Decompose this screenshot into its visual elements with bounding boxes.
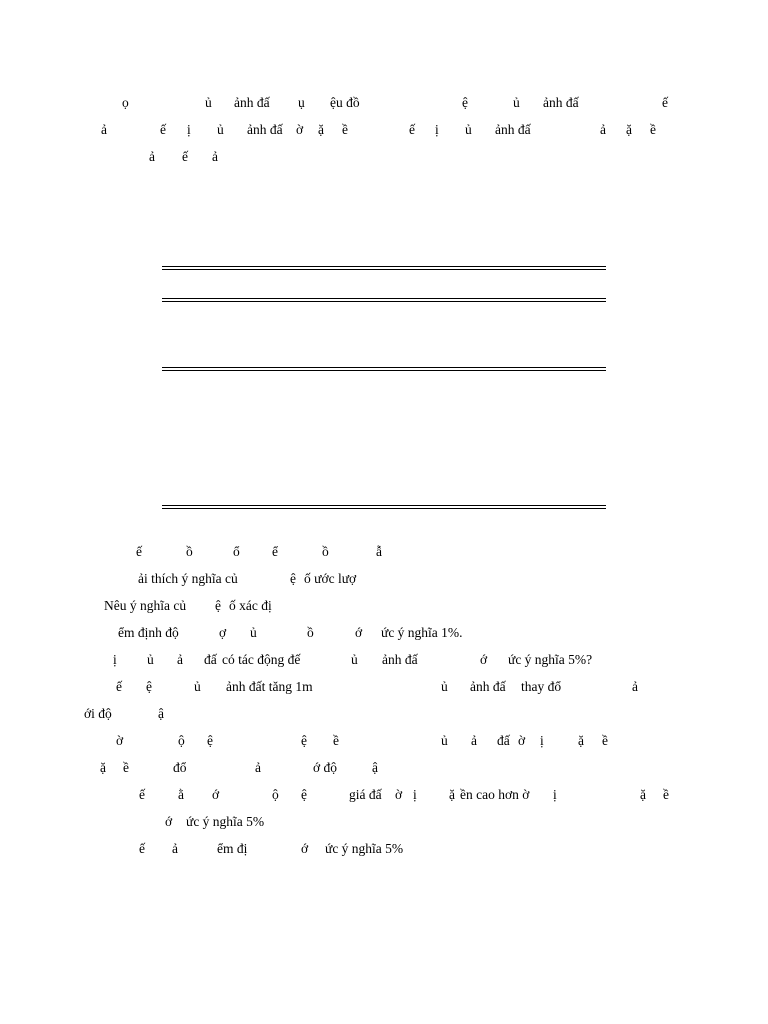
text-fragment: ị xyxy=(187,122,191,137)
text-fragment: ủ xyxy=(250,625,257,640)
text-fragment: ờ xyxy=(116,733,124,748)
text-fragment: ủ xyxy=(513,95,520,110)
text-fragment: ồ xyxy=(322,544,329,559)
text-fragment: ề xyxy=(663,787,669,802)
text-fragment: ải thích ý nghĩa củ xyxy=(138,571,238,586)
text-fragment: ớ độ xyxy=(313,760,338,775)
text-fragment: thay đổ xyxy=(521,679,562,694)
table-top-rule xyxy=(162,266,606,270)
text-fragment: ờ xyxy=(296,122,304,137)
text-fragment: ề xyxy=(333,733,339,748)
text-fragment: ế xyxy=(662,95,668,110)
text-fragment: ờ xyxy=(395,787,403,802)
text-fragment: ị xyxy=(113,652,117,667)
text-fragment: ộ xyxy=(178,733,185,748)
text-fragment: ảnh đấ xyxy=(234,95,270,110)
text-fragment: ảnh đấ xyxy=(495,122,531,137)
text-fragment: ế xyxy=(139,787,145,802)
text-fragment: ế xyxy=(409,122,415,137)
text-fragment: ớ xyxy=(355,625,363,640)
text-fragment: ế xyxy=(136,544,142,559)
text-fragment: có tác động đế xyxy=(222,652,301,667)
text-fragment: ủ xyxy=(351,652,358,667)
text-fragment: ả xyxy=(172,841,178,856)
text-fragment: ố xác đị xyxy=(229,598,272,613)
text-fragment: ớ xyxy=(165,814,173,829)
text-fragment: ồ xyxy=(186,544,193,559)
text-fragment: ả xyxy=(471,733,477,748)
table-bottom-rule xyxy=(162,505,606,509)
text-fragment: ểm định độ xyxy=(118,625,179,640)
text-fragment: ằ xyxy=(178,787,184,802)
text-fragment: ậ xyxy=(158,706,164,721)
text-fragment: ậ xyxy=(372,760,378,775)
text-fragment: ổ xyxy=(233,544,240,559)
text-fragment: ả xyxy=(255,760,261,775)
text-fragment: ố ước lượ xyxy=(304,571,357,586)
text-fragment: ế xyxy=(139,841,145,856)
text-fragment: ủ xyxy=(217,122,224,137)
text-fragment: ả xyxy=(632,679,638,694)
text-fragment: ảnh đấ xyxy=(543,95,579,110)
text-fragment: ặ xyxy=(449,787,455,802)
text-fragment: ợ xyxy=(219,625,227,640)
text-fragment: ệ xyxy=(207,733,213,748)
text-fragment: ị xyxy=(540,733,544,748)
text-fragment: Nêu ý nghĩa củ xyxy=(104,598,187,613)
text-fragment: giá đấ xyxy=(349,787,382,802)
text-fragment: đổ xyxy=(173,760,187,775)
text-fragment: ặ xyxy=(578,733,584,748)
text-fragment: ức ý nghĩa 5% xyxy=(186,814,265,829)
text-fragment: ức ý nghĩa 5% xyxy=(325,841,404,856)
text-fragment: đấ xyxy=(204,652,217,667)
text-fragment: ị xyxy=(553,787,557,802)
text-fragment: ặ xyxy=(100,760,106,775)
text-fragment: ị xyxy=(435,122,439,137)
text-fragment: ặ xyxy=(626,122,632,137)
text-fragment: ủ xyxy=(441,679,448,694)
text-fragment: ẫ xyxy=(376,544,382,559)
text-fragment: ệ xyxy=(215,598,221,613)
text-fragment: ặ xyxy=(318,122,324,137)
text-fragment: ới độ xyxy=(84,706,112,721)
text-fragment: ệ xyxy=(301,733,307,748)
text-fragment: ả xyxy=(101,122,107,137)
text-fragment: ề xyxy=(602,733,608,748)
text-fragment: ề xyxy=(342,122,348,137)
text-fragment: ểm đị xyxy=(217,841,248,856)
text-fragment: ế xyxy=(182,149,188,164)
text-fragment: ền cao hơn ờ xyxy=(460,787,530,802)
text-fragment: ế xyxy=(160,122,166,137)
text-fragment: ớ xyxy=(212,787,220,802)
text-fragment: ảnh đấ xyxy=(247,122,283,137)
text-fragment: ức ý nghĩa 1%. xyxy=(381,625,463,640)
text-fragment: ệ xyxy=(462,95,468,110)
text-fragment: ệ xyxy=(290,571,296,586)
text-fragment: ức ý nghĩa 5%? xyxy=(508,652,593,667)
text-fragment: ệ xyxy=(301,787,307,802)
text-fragment: ảnh đất tăng 1m xyxy=(226,679,313,694)
text-fragment: đấ xyxy=(497,733,510,748)
text-fragment: ủ xyxy=(465,122,472,137)
text-fragment: ộ xyxy=(272,787,279,802)
text-fragment: ủ xyxy=(441,733,448,748)
text-fragment: ệu đồ xyxy=(330,95,360,110)
text-fragment: ả xyxy=(149,149,155,164)
text-fragment: ủ xyxy=(147,652,154,667)
table-header-rule xyxy=(162,298,606,302)
text-fragment: ề xyxy=(650,122,656,137)
text-fragment: ọ xyxy=(122,95,129,110)
text-fragment: ớ xyxy=(480,652,488,667)
text-fragment: ớ xyxy=(301,841,309,856)
text-fragment: ể xyxy=(272,544,278,559)
text-fragment: ế xyxy=(116,679,122,694)
text-fragment: ả xyxy=(212,149,218,164)
table-mid-rule xyxy=(162,367,606,371)
text-fragment: ặ xyxy=(640,787,646,802)
text-fragment: ảnh đấ xyxy=(470,679,506,694)
text-fragment: ồ xyxy=(307,625,314,640)
text-fragment: ảnh đấ xyxy=(382,652,418,667)
text-fragment: ả xyxy=(600,122,606,137)
text-fragment: ờ xyxy=(518,733,526,748)
text-fragment: ụ xyxy=(298,95,305,110)
text-fragment: ả xyxy=(177,652,183,667)
text-fragment: ủ xyxy=(194,679,201,694)
text-fragment: ị xyxy=(413,787,417,802)
text-fragment: ệ xyxy=(146,679,152,694)
text-fragment: ề xyxy=(123,760,129,775)
text-fragment: ủ xyxy=(205,95,212,110)
